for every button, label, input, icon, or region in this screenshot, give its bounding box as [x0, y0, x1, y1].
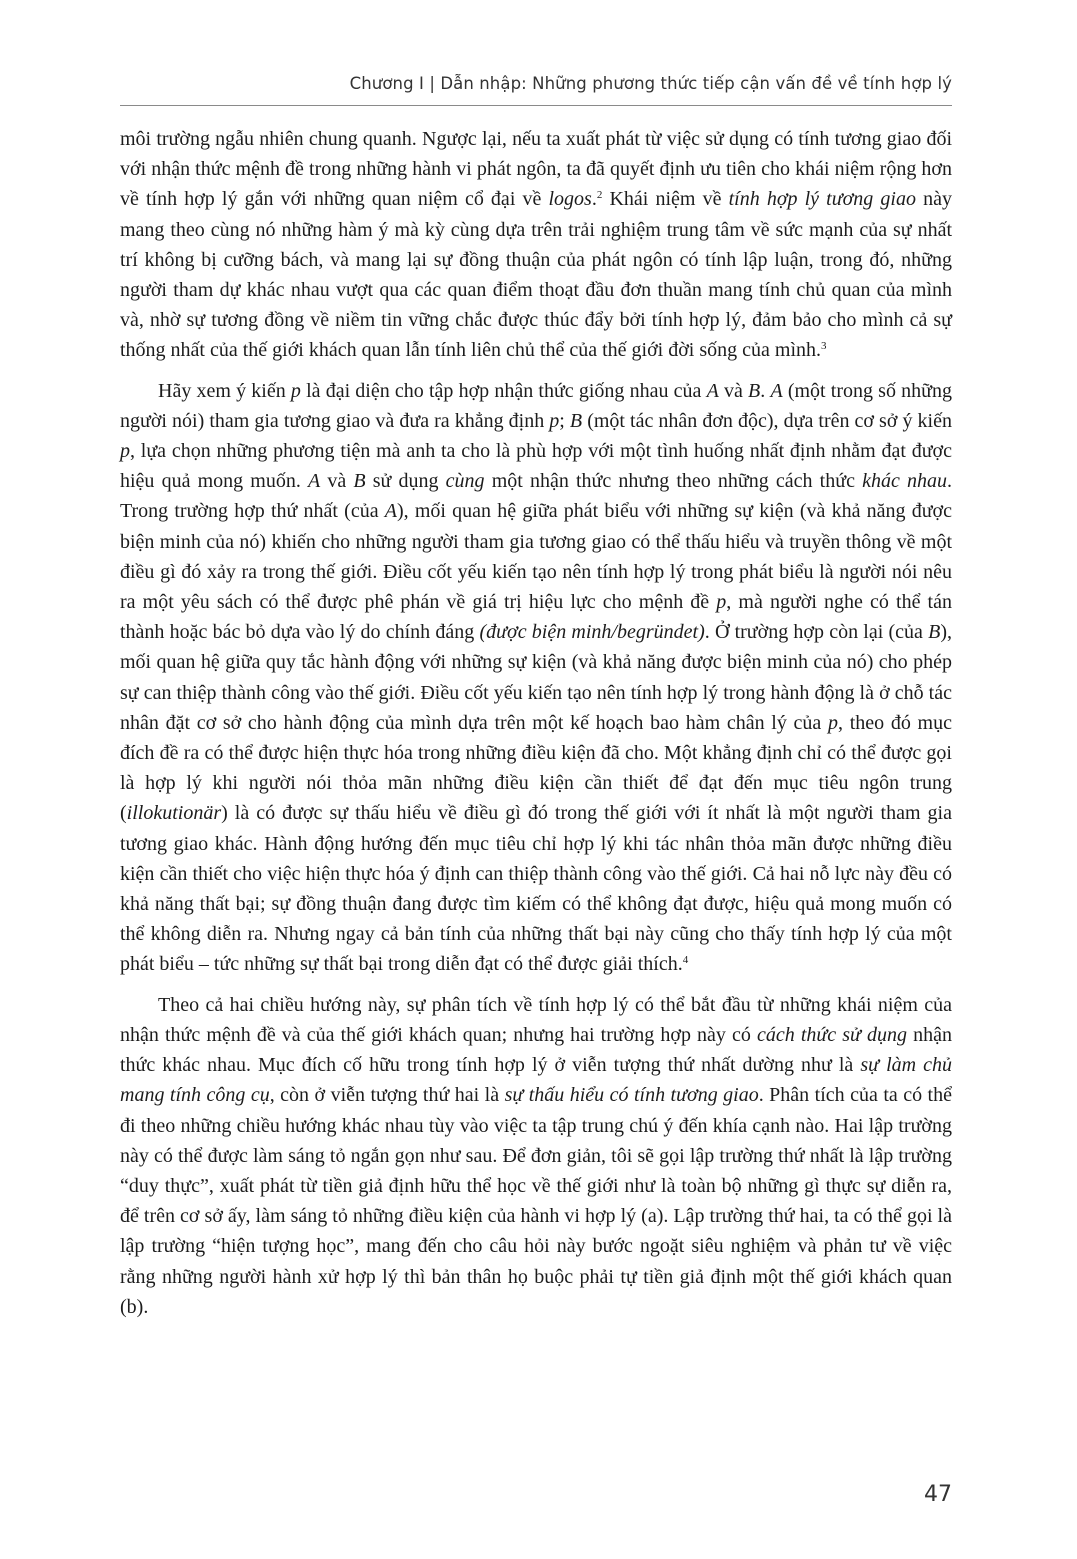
text-run: , còn ở viễn tượng thứ hai là [269, 1084, 505, 1107]
text-run: . Phân tích của ta có thể đi theo những chiều hướng khác nhau tùy vào việc ta tập trung chú ý đến khía cạnh nào. Hai lập trường này có thể được làm sáng tỏ ngắn gọn như sau. Để đơn giản, tôi sẽ gọi lập trường thứ nhất là lập trường “duy thực”, xuất phát từ tiền giả định hữu thể học về thế giới như là toàn bộ những gì thực sự diễn ra, để trên cơ sở ấy, làm sáng tỏ những điều kiện của hành vi hợp lý (a). Lập trường thứ hai, ta có thể gọi là lập trường “hiện tượng học”, mang đến cho câu hỏi này bước ngoặt siêu nghiệm và phản tư về việc rằng những người hành xử hợp lý thì bản thân họ buộc phải tự tiền giả định một thế giới khách quan (b). [120, 1084, 952, 1318]
italic-text: A [308, 470, 321, 493]
italic-text: A [770, 379, 783, 402]
italic-text: B [353, 470, 366, 493]
text-run: Theo cả hai chiều hướng này, sự phân tích về tính hợp lý có thể bắt đầu từ những khái niệm của nhận thức mệnh đề và của thế giới khách quan; nhưng hai trường hợp này có [120, 993, 952, 1046]
text-run: Hãy xem ý kiến [158, 379, 291, 402]
body-text [120, 124, 952, 1332]
footnote-ref: 4 [682, 954, 689, 967]
italic-text: p [120, 440, 130, 463]
italic-text: (được biện minh/begründet) [479, 621, 705, 644]
paragraph-3 [120, 990, 952, 1322]
italic-text: B [569, 409, 583, 432]
text-run: môi trường ngẫu nhiên chung quanh. Ngược lại, nếu ta xuất phát từ việc sử dụng có tính tương giao đối với nhận thức mệnh đề trong những hành vi phát ngôn, ta đã quyết định ưu tiên cho khái niệm rộng hơn về tính hợp lý gắn với những quan niệm cổ đại về [120, 128, 952, 211]
text-run: , lựa chọn những phương tiện mà anh ta cho là phù hợp với một tình huống nhất định nhằm đạt được hiệu quả mong muốn. [120, 440, 952, 493]
text-run: sử dụng [365, 470, 446, 493]
page-number: 47 [924, 1482, 952, 1507]
italic-text: p [716, 591, 727, 614]
header-rule [120, 105, 952, 106]
text-run: ), mối quan hệ giữa phát biểu với những sự kiện (và khả năng được biện minh của nó) khiến cho những người tham gia tương giao có thể thấu hiểu và truyền thông về một điều gì đó xảy ra trong thế giới. Điều cốt yếu kiến tạo nên tính hợp lý trong phát biểu là người nói nêu ra một yêu sách có thể được phê phán về giá trị hiệu lực cho mệnh đề [120, 500, 952, 614]
text-run: . Trong trường hợp thứ nhất (của [120, 470, 952, 523]
footnote-ref: 3 [821, 340, 827, 353]
text-run: ; [559, 409, 570, 432]
text-run: Khái niệm về [602, 188, 729, 211]
italic-text: A [384, 500, 398, 523]
italic-text: p [828, 711, 839, 734]
italic-text: A [706, 379, 719, 402]
text-run: ) là có được sự thấu hiểu về điều gì đó trong thế giới với ít nhất là một người tham gia tương giao khác. Hành động hướng đến mục tiêu chỉ hợp lý khi tác nhân thỏa mãn được những điều kiện cần thiết cho việc hiện thực hóa ý định can thiệp thành công vào thế giới. Cả hai nỗ lực này đều có khả năng thất bại; sự đồng thuận đang được tìm kiếm có thể không đạt được, hiệu quả mong muốn có thể không diễn ra. Nhưng ngay cả bản tính của những thất bại này cũng cho thấy tính hợp lý của một phát biểu – tức những sự thất bại trong diễn đạt có thể được giải thích. [120, 802, 952, 976]
italic-text: sự thấu hiểu có tính tương giao [504, 1084, 759, 1107]
text-run: này mang theo cùng nó những hàm ý mà kỳ cùng dựa trên trải nghiệm trung tâm về sức mạnh của sự nhất trí không bị cưỡng bách, và mang lại sự đồng thuận của phát ngôn có tính lập luận, trong đó, những người tham dự khác nhau vượt qua các quan điểm thoạt đầu đơn thuần mang tính chủ quan của mình và, nhờ sự tương đồng về niềm tin vững chắc được thúc đẩy bởi tính hợp lý, đảm bảo cho mình cả sự thống nhất của thế giới khách quan lẫn tính liên chủ thể của thế giới đời sống của mình. [120, 188, 952, 362]
text-run: một nhận thức nhưng theo những cách thức [484, 470, 863, 493]
text-run: là đại diện cho tập hợp nhận thức giống nhau của [300, 379, 707, 402]
italic-text: khác nhau [862, 470, 947, 493]
italic-text: tính hợp lý tương giao [728, 188, 916, 211]
text-run: và [718, 379, 749, 402]
italic-text: p [549, 409, 560, 432]
footnote-ref: 2 [596, 189, 603, 202]
text-run: nhận thức khác nhau. Mục đích cố hữu trong tính hợp lý ở viễn tượng thứ nhất dường như là [120, 1023, 952, 1077]
italic-text: B [748, 379, 761, 402]
italic-text: sự làm chủ mang tính công cụ [120, 1054, 952, 1107]
text-run: (một trong số những người nói) tham gia tương giao và đưa ra khẳng định [120, 379, 952, 432]
text-run: . [760, 379, 771, 402]
text-run: . Ở trường hợp còn lại (của [704, 621, 929, 644]
italic-text: B [928, 621, 941, 644]
paragraph-2 [120, 376, 952, 980]
text-run: ), mối quan hệ giữa quy tắc hành động với những sự kiện (và khả năng được biện minh của nó) cho phép sự can thiệp thành công vào thế giới. Điều cốt yếu kiến tạo nên tính hợp lý trong hành động là ở chỗ tác nhân đặt cơ sở cho hành động của mình dựa trên một kế hoạch bao hàm chân lý của [120, 621, 952, 734]
running-header: Chương I | Dẫn nhập: Những phương thức tiếp cận vấn đề về tính hợp lý [349, 74, 952, 93]
text-run: , theo đó mục đích đề ra có thể được hiện thực hóa trong những điều kiện đã cho. Một khẳng định chỉ có thể được gọi là hợp lý khi người nói thỏa mãn những điều kiện cần thiết để đạt đến mục tiêu ngôn trung ( [120, 711, 952, 825]
text-run: và [320, 470, 354, 493]
text-run: , mà người nghe có thể tán thành hoặc bác bỏ dựa vào lý do chính đáng [120, 591, 952, 644]
italic-text: p [290, 379, 301, 402]
text-run: . [591, 188, 597, 211]
italic-text: logos [548, 188, 592, 211]
italic-text: cùng [445, 470, 485, 493]
italic-text: illokutionär [126, 802, 222, 825]
italic-text: cách thức sử dụng [756, 1023, 908, 1046]
text-run: (một tác nhân đơn độc), dựa trên cơ sở ý kiến [582, 409, 952, 432]
paragraph-1 [120, 124, 952, 366]
